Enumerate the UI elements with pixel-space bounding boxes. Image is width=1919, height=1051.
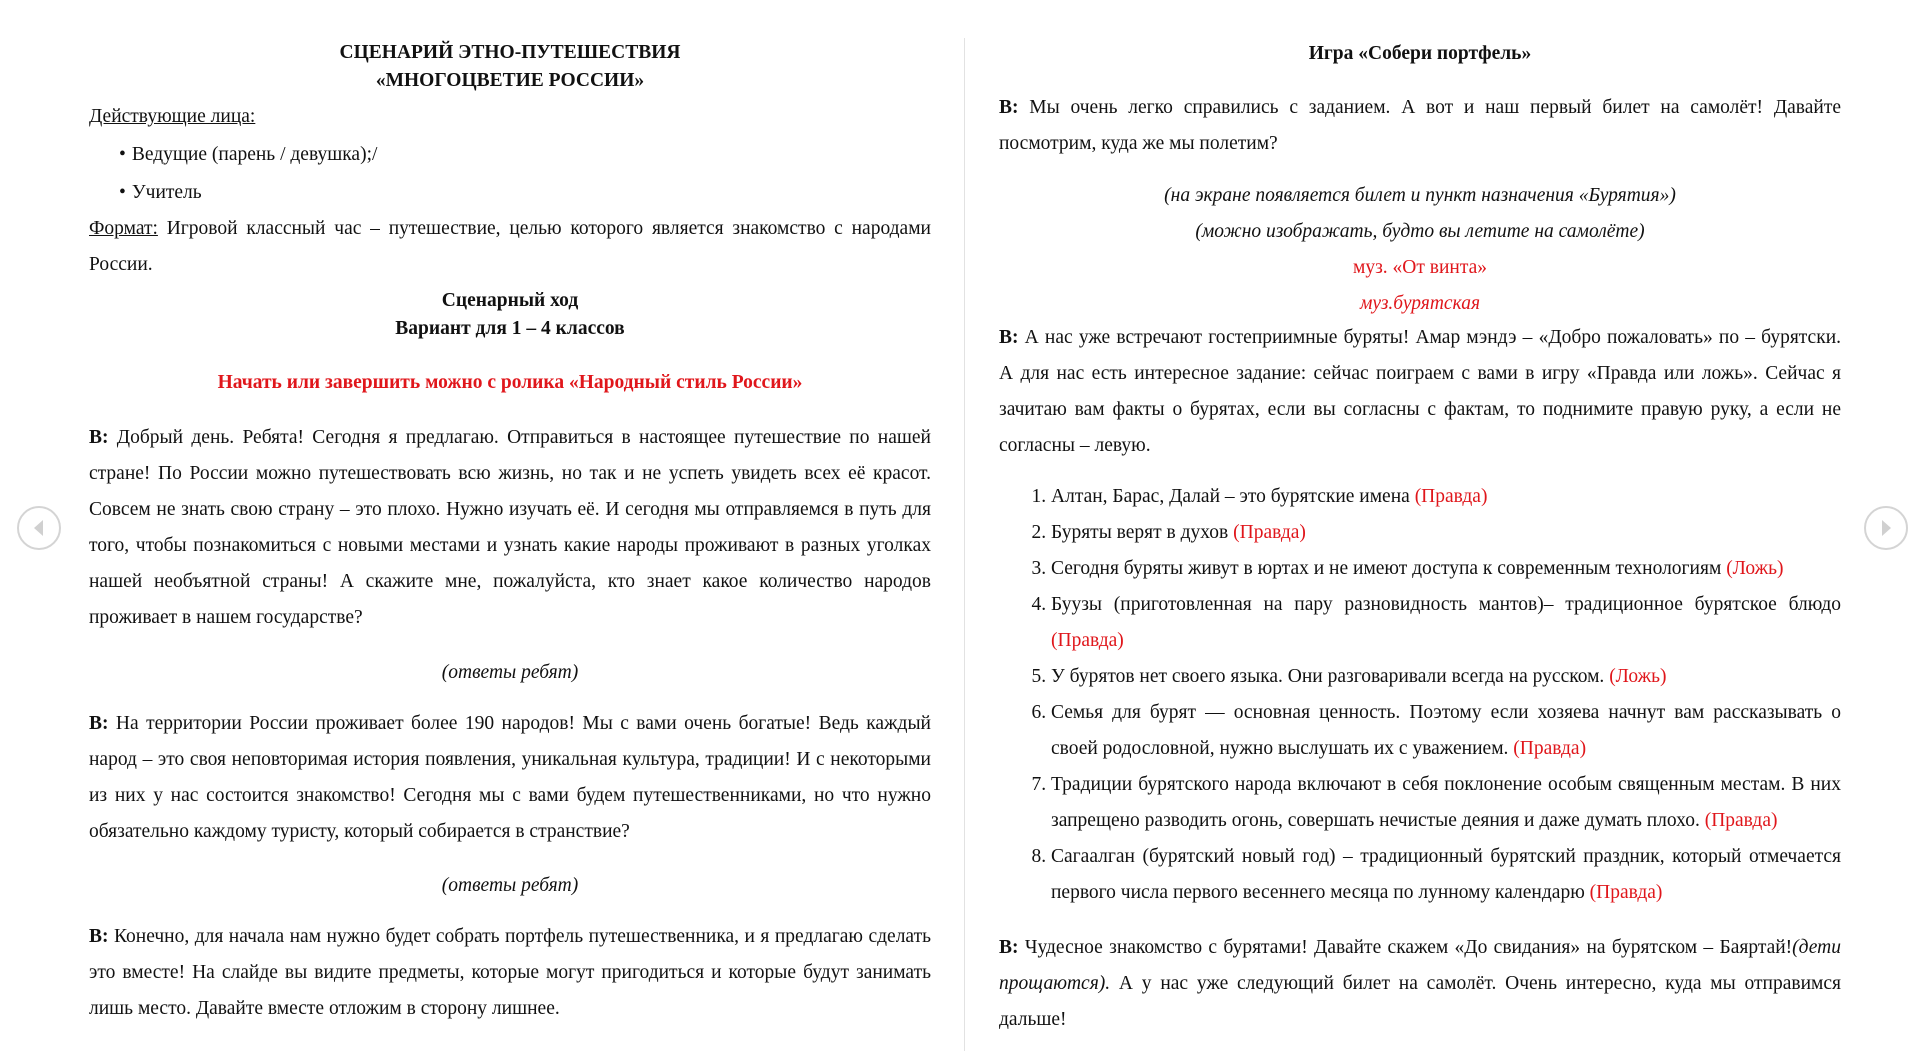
fact-item	[1051, 479, 1841, 515]
speaker-label: В:	[89, 926, 109, 947]
game-title: Игра «Собери портфель»	[1308, 43, 1532, 64]
paragraph-text: Конечно, для начала нам нужно будет собрать портфель путешественника, и я предлагаю сделать это вместе! На слайде вы видите предметы, которые могут пригодиться и которые будут занимать лишь место. Давайте вместе отложим в сторону лишнее.	[89, 926, 931, 1019]
fact-item	[1051, 839, 1841, 911]
speaker-label: В:	[999, 937, 1019, 958]
fact-item	[1051, 659, 1841, 695]
paragraph-text: А нас уже встречают гостеприимные буряты! Амар мэндэ – «Добро пожаловать» по – бурятски. А для нас есть интересное задание: сейчас поиграем с вами в игру «Правда или ложь». Сейчас я зачитаю вам факты о бурятах, если вы согласны с фактам, то поднимите правую руку, а если не согласны – левую.	[999, 327, 1841, 456]
fact-item	[1051, 515, 1841, 551]
fact-answer: (Правда)	[1414, 486, 1488, 507]
course-title: Сценарный ход	[441, 290, 579, 311]
scenario-title-line1: СЦЕНАРИЙ ЭТНО-ПУТЕШЕСТВИЯ	[339, 42, 681, 63]
fact-item	[1051, 695, 1841, 767]
stage-direction: (ответы ребят)	[441, 662, 579, 683]
fact-text: Сагаалган (бурятский новый год) – традиционный бурятский праздник, который отмечается первого числа первого весеннего месяца по лунному календарю	[1051, 846, 1841, 903]
fact-text: Буузы (приготовленная на пару разновидность мантов)– традиционное бурятское блюдо	[1051, 594, 1841, 615]
speaker-label: В:	[999, 327, 1019, 348]
fact-answer: (Правда)	[1704, 810, 1778, 831]
next-page-button[interactable]	[1864, 506, 1908, 550]
left-page	[89, 0, 931, 1051]
format-text: Игровой классный час – путешествие, целью которого является знакомство с народами России.	[89, 218, 931, 275]
character-item: • Ведущие (парень / девушка);/	[119, 136, 931, 174]
paragraph-greeting	[89, 420, 931, 636]
fact-text: Буряты верят в духов	[1051, 522, 1234, 543]
music-cue: муз.бурятская	[1359, 293, 1481, 314]
fact-item	[1051, 551, 1841, 587]
chevron-left-icon	[31, 519, 47, 537]
fact-item	[1051, 767, 1841, 839]
stage-direction: (можно изображать, будто вы летите на самолёте)	[1195, 221, 1645, 242]
scenario-title-line2: «МНОГОЦВЕТИЕ РОССИИ»	[375, 70, 645, 91]
characters-list	[89, 136, 931, 212]
fact-answer: (Правда)	[1589, 882, 1663, 903]
fact-answer: (Правда)	[1051, 630, 1124, 651]
paragraph-buryats	[999, 320, 1841, 464]
format-label: Формат:	[89, 218, 158, 239]
speaker-label: В:	[999, 97, 1019, 118]
fact-text: Традиции бурятского народа включают в себя поклонение особым священным местам. В них запрещено разводить огонь, совершать нечистые деяния и даже думать плохо.	[1051, 774, 1841, 831]
speaker-label: В:	[89, 427, 109, 448]
paragraph-text: На территории России проживает более 190 народов! Мы с вами очень богатые! Ведь каждый народ – это своя неповторимая история появления, уникальная культура, традиции! И с некоторыми из них у нас состоится знакомство! Сегодня мы с вами будем путешественниками, но что нужно обязательно каждому туристу, который собирается в странствие?	[89, 713, 931, 842]
fact-text: У бурятов нет своего языка. Они разговаривали всегда на русском.	[1051, 666, 1610, 687]
red-note: Начать или завершить можно с ролика «Народный стиль России»	[217, 372, 803, 393]
fact-answer: (Ложь)	[1609, 666, 1667, 687]
paragraph-text: А у нас уже следующий билет на самолёт. Очень интересно, куда мы отправимся дальше!	[999, 973, 1841, 1030]
stage-direction: (на экране появляется билет и пункт назначения «Бурятия»)	[1164, 185, 1676, 206]
paragraph-peoples	[89, 706, 931, 850]
speaker-label: В:	[89, 713, 109, 734]
stage-direction-inline: (дети прощаются).	[999, 937, 1841, 994]
prev-page-button[interactable]	[17, 506, 61, 550]
paragraph-text: Чудесное знакомство с бурятами! Давайте скажем «До свидания» на бурятском – Баяртай!	[1018, 937, 1793, 958]
fact-text: Алтан, Барас, Далай – это бурятские имена	[1051, 486, 1415, 507]
right-page	[999, 0, 1841, 1051]
music-cue: муз. «От винта»	[1352, 257, 1487, 278]
fact-item	[1051, 587, 1841, 659]
paragraph-goodbye	[999, 930, 1841, 1038]
page-divider	[964, 38, 965, 1051]
paragraph-ticket	[999, 90, 1841, 162]
fact-text: Семья для бурят — основная ценность. Поэтому если хозяева начнут вам рассказывать о своей родословной, нужно выслушать их с уважением.	[1051, 702, 1841, 759]
fact-text: Сегодня буряты живут в юртах и не имеют доступа к современным технологиям	[1051, 558, 1727, 579]
paragraph-text: Добрый день. Ребята! Сегодня я предлагаю. Отправиться в настоящее путешествие по нашей стране! По России можно путешествовать всю жизнь, но так и не успеть увидеть всех её красот. Совсем не знать свою страну – это плохо. Нужно изучать её. И сегодня мы отправляемся в путь для того, чтобы познакомиться с новыми местами и узнать какие народы проживают в разных уголках нашей необъятной страны! А скажите мне, пожалуйста, кто знает какое количество народов проживает в нашем государстве?	[89, 427, 931, 628]
fact-answer: (Ложь)	[1726, 558, 1784, 579]
character-item: • Учитель	[119, 174, 931, 212]
chevron-right-icon	[1878, 519, 1894, 537]
variant-title: Вариант для 1 – 4 классов	[395, 318, 625, 339]
fact-answer: (Правда)	[1233, 522, 1306, 543]
paragraph-text: Мы очень легко справились с заданием. А вот и наш первый билет на самолёт! Давайте посмотрим, куда же мы полетим?	[999, 97, 1841, 154]
characters-label: Действующие лица:	[89, 106, 256, 127]
paragraph-portfolio	[89, 919, 931, 1027]
fact-answer: (Правда)	[1513, 738, 1587, 759]
stage-direction: (ответы ребят)	[441, 875, 579, 896]
facts-list	[999, 479, 1841, 911]
format-paragraph	[89, 211, 931, 283]
